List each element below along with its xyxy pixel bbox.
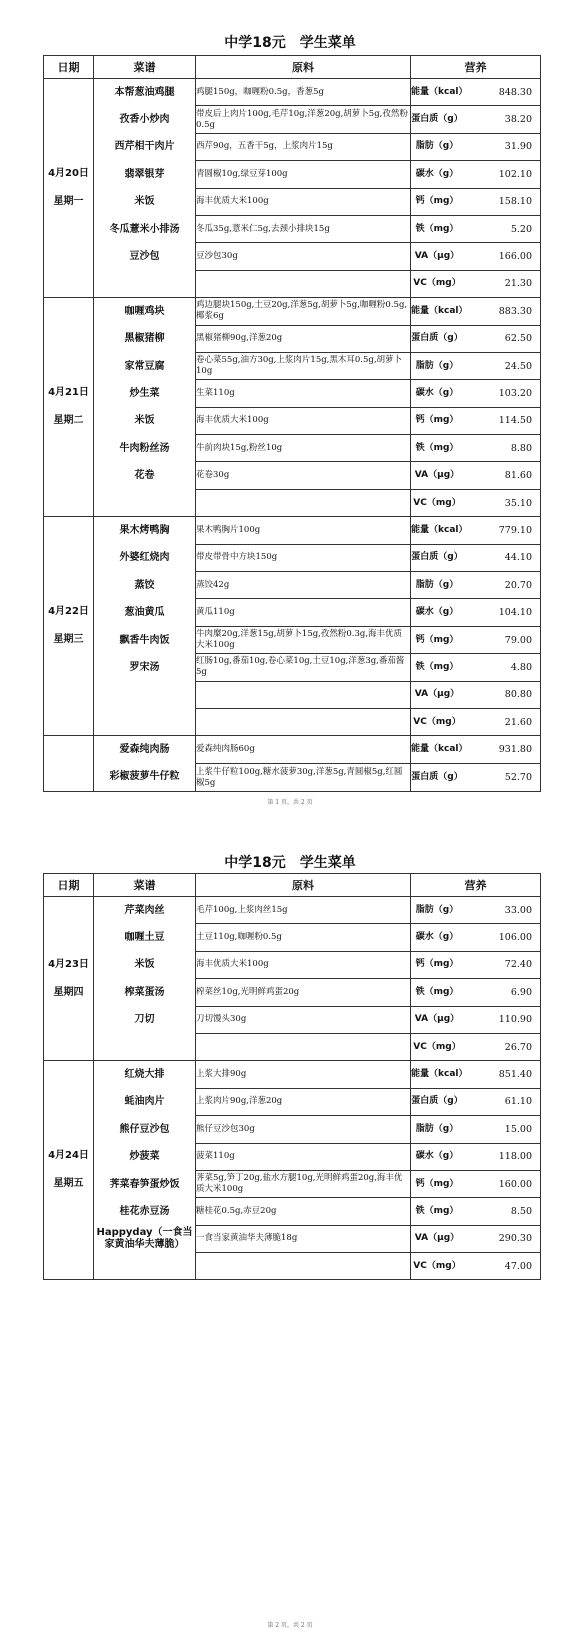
nutrition-value: 851.40 [498, 1069, 532, 1081]
nutrition-cell [411, 133, 541, 160]
nutrition-value: 8.50 [510, 1205, 532, 1217]
dish-name: 芹菜肉丝 [124, 904, 165, 916]
nutrition-label: 碳水（g） [415, 607, 459, 618]
nutrition-label: 蛋白质（g） [411, 114, 463, 125]
nutrition-item [411, 353, 540, 379]
nutrition-item [411, 1226, 540, 1252]
ingredient-cell: 土豆110g,咖喱粉0.5g [196, 924, 411, 951]
nutrition-item [411, 1144, 540, 1170]
nutrition-label: 钙（mg） [415, 196, 459, 207]
nutrition-label: 碳水（g） [415, 1151, 459, 1162]
nutrition-cell [411, 544, 541, 571]
header-nutrition: 营养 [411, 56, 541, 79]
page-footer: 第 2 页，共 2 页 [267, 1622, 313, 1629]
ingredient-cell: 鸡腿150g，咖喱粉0.5g，香葱5g [196, 79, 411, 106]
nutrition-value: 61.10 [504, 1096, 532, 1108]
dish-list [94, 897, 196, 1061]
nutrition-item [411, 189, 540, 215]
nutrition-label: 钙（mg） [415, 1178, 459, 1189]
nutrition-cell [411, 161, 541, 188]
menu-page-1 [0, 0, 580, 806]
nutrition-label: 钙（mg） [415, 634, 459, 645]
nutrition-value: 38.20 [504, 114, 532, 126]
header-ingredients: 原料 [196, 56, 411, 79]
nutrition-value: 102.10 [498, 168, 532, 180]
nutrition-label: 碳水（g） [415, 932, 459, 943]
nutrition-label: VA（μg） [414, 251, 460, 262]
nutrition-value: 290.30 [498, 1233, 532, 1245]
nutrition-label: 碳水（g） [415, 387, 459, 398]
nutrition-cell [411, 270, 541, 297]
ingredient-cell: 牛肉糜20g,洋葱15g,胡萝卜15g,孜然粉0.3g,海丰优质大米100g [196, 626, 411, 653]
nutrition-label: 钙（mg） [415, 415, 459, 426]
nutrition-label: 铁（mg） [415, 1205, 459, 1216]
table-row [44, 736, 541, 764]
nutrition-cell [411, 572, 541, 599]
ingredient-cell [196, 681, 411, 708]
day-cell [44, 79, 94, 298]
page-title: 中学18元 学生菜单 [224, 35, 356, 51]
nutrition-cell [411, 79, 541, 106]
dish-name: 牛肉粉丝汤 [119, 442, 170, 454]
nutrition-cell [411, 1061, 541, 1088]
nutrition-label: 铁（mg） [415, 223, 459, 234]
dish-name: 榨菜蛋汤 [124, 986, 165, 998]
nutrition-cell [411, 654, 541, 681]
date-label: 4月23日 [48, 958, 89, 970]
nutrition-value: 15.00 [504, 1123, 532, 1135]
dish-name: 炒生菜 [129, 387, 160, 399]
dish-name: 咖喱土豆 [124, 932, 165, 944]
nutrition-item [411, 1198, 540, 1224]
dish-name: Happyday（一食当家黄油华夫薄脆） [96, 1227, 193, 1251]
dish-list [94, 298, 196, 517]
nutrition-cell [411, 1225, 541, 1252]
dish-name: 飘香牛肉饭 [119, 634, 170, 646]
ingredient-cell: 海丰优质大米100g [196, 188, 411, 215]
nutrition-item [411, 1089, 540, 1115]
dish-name: 黑椒猪柳 [124, 333, 165, 345]
dish-name: 炒菠菜 [129, 1151, 160, 1163]
page-footer: 第 1 页，共 2 页 [267, 799, 313, 806]
dish-list [94, 79, 196, 298]
dish-name: 豆沙包 [129, 251, 160, 263]
dish-name: 荠菜春笋蛋炒饭 [109, 1178, 180, 1190]
nutrition-cell [411, 764, 541, 792]
nutrition-item [411, 326, 540, 352]
nutrition-item [411, 271, 540, 297]
dish-name: 蚝油肉片 [124, 1096, 165, 1108]
nutrition-value: 79.00 [504, 634, 532, 646]
nutrition-label: 脂肪（g） [415, 1123, 459, 1134]
ingredient-cell: 花卷30g [196, 462, 411, 489]
nutrition-label: VA（μg） [414, 1014, 460, 1025]
ingredient-cell: 上浆大排90g [196, 1061, 411, 1088]
nutrition-cell [411, 1170, 541, 1197]
nutrition-item [411, 134, 540, 160]
nutrition-item [411, 979, 540, 1005]
menu-table [43, 55, 541, 792]
nutrition-label: 脂肪（g） [415, 141, 459, 152]
nutrition-cell [411, 1143, 541, 1170]
nutrition-value: 779.10 [498, 524, 532, 536]
nutrition-value: 26.70 [504, 1041, 532, 1053]
dish-list [94, 1061, 196, 1280]
nutrition-item [411, 79, 540, 105]
nutrition-item [411, 463, 540, 489]
dish-name: 冬瓜薏米小排汤 [109, 223, 180, 235]
nutrition-item [411, 709, 540, 735]
ingredient-cell: 西芹90g，五香干5g，上浆肉片15g [196, 133, 411, 160]
ingredient-cell [196, 1033, 411, 1060]
dish-name: 咖喱鸡块 [124, 305, 165, 317]
nutrition-value: 114.50 [498, 415, 532, 427]
ingredient-cell: 蒸饺42g [196, 572, 411, 599]
ingredient-cell: 刀切馒头30g [196, 1006, 411, 1033]
nutrition-item [411, 765, 540, 791]
date-label: 4月20日 [48, 168, 89, 180]
table-row [44, 517, 541, 544]
day-cell [44, 517, 94, 736]
nutrition-value: 160.00 [498, 1178, 532, 1190]
nutrition-label: 蛋白质（g） [411, 1096, 463, 1107]
ingredient-cell [196, 270, 411, 297]
nutrition-label: 铁（mg） [415, 986, 459, 997]
dish-name: 爱森纯肉肠 [119, 744, 170, 756]
ingredient-cell: 豆沙包30g [196, 243, 411, 270]
ingredient-cell: 冬瓜35g,薏米仁5g,去颈小排块15g [196, 215, 411, 242]
nutrition-value: 44.10 [504, 552, 532, 564]
table-header-row [44, 874, 541, 897]
nutrition-value: 110.90 [498, 1014, 532, 1026]
table-row [44, 1061, 541, 1088]
nutrition-value: 31.90 [504, 141, 532, 153]
dish-name: 家常豆腐 [124, 360, 165, 372]
ingredient-cell [196, 1253, 411, 1280]
nutrition-label: 能量（kcal） [411, 744, 468, 755]
nutrition-label: VA（μg） [414, 470, 460, 481]
menu-page-2 [0, 835, 580, 1640]
day-cell [44, 736, 94, 792]
table-header-row [44, 56, 541, 79]
date-label: 4月22日 [48, 606, 89, 618]
dish-list [94, 517, 196, 736]
ingredient-cell: 上浆牛仔粒100g,糖水菠萝30g,洋葱5g,青圆椒5g,红圆椒5g [196, 764, 411, 792]
date-label: 4月21日 [48, 387, 89, 399]
nutrition-value: 20.70 [504, 579, 532, 591]
nutrition-item [411, 897, 540, 923]
ingredient-cell: 青圆椒10g,绿豆芽100g [196, 161, 411, 188]
nutrition-label: VA（μg） [414, 689, 460, 700]
nutrition-value: 8.80 [510, 442, 532, 454]
weekday-label: 星期一 [53, 196, 84, 208]
nutrition-cell [411, 736, 541, 764]
dish-name: 花卷 [134, 470, 155, 482]
nutrition-value: 35.10 [504, 497, 532, 509]
nutrition-cell [411, 325, 541, 352]
nutrition-item [411, 298, 540, 324]
nutrition-cell [411, 215, 541, 242]
ingredient-cell: 毛芹100g,上浆肉丝15g [196, 897, 411, 924]
header-nutrition: 营养 [411, 874, 541, 897]
ingredient-cell: 果木鸭胸片100g [196, 517, 411, 544]
nutrition-label: 脂肪（g） [415, 904, 459, 915]
nutrition-label: VC（mg） [413, 1260, 461, 1271]
nutrition-item [411, 1034, 540, 1060]
nutrition-label: 铁（mg） [415, 661, 459, 672]
dish-name: 彩椒菠萝牛仔粒 [109, 771, 180, 783]
dish-name: 本帮葱油鸡腿 [114, 86, 175, 98]
ingredient-cell: 卷心菜55g,油方30g,上浆肉片15g,黑木耳0.5g,胡萝卜10g [196, 352, 411, 379]
nutrition-item [411, 1062, 540, 1088]
dish-name: 葱油黄瓜 [124, 607, 165, 619]
ingredient-cell: 菠菜110g [196, 1143, 411, 1170]
nutrition-cell [411, 106, 541, 133]
ingredient-cell: 一食当家黄油华夫薄脆18g [196, 1225, 411, 1252]
nutrition-cell [411, 462, 541, 489]
dish-name: 西芹相干肉片 [114, 141, 175, 153]
nutrition-value: 47.00 [504, 1260, 532, 1272]
nutrition-item [411, 545, 540, 571]
header-date: 日期 [44, 874, 94, 897]
table-row [44, 298, 541, 325]
nutrition-cell [411, 979, 541, 1006]
nutrition-cell [411, 626, 541, 653]
nutrition-cell [411, 599, 541, 626]
dish-name: 果木烤鸭胸 [119, 524, 170, 536]
nutrition-cell [411, 951, 541, 978]
nutrition-cell [411, 243, 541, 270]
nutrition-label: 能量（kcal） [411, 524, 468, 535]
nutrition-label: 铁（mg） [415, 442, 459, 453]
ingredient-cell: 黑椒猪柳90g,洋葱20g [196, 325, 411, 352]
dish-name: 桂花赤豆汤 [119, 1205, 170, 1217]
nutrition-value: 4.80 [510, 661, 532, 673]
nutrition-item [411, 737, 540, 763]
nutrition-item [411, 925, 540, 951]
nutrition-cell [411, 924, 541, 951]
dish-name: 罗宋汤 [129, 661, 160, 673]
nutrition-item [411, 627, 540, 653]
nutrition-item [411, 1007, 540, 1033]
nutrition-value: 6.90 [510, 986, 532, 998]
nutrition-item [411, 1171, 540, 1197]
dish-list [94, 736, 196, 792]
nutrition-value: 104.10 [498, 607, 532, 619]
nutrition-label: 碳水（g） [415, 168, 459, 179]
nutrition-cell [411, 1198, 541, 1225]
nutrition-label: 蛋白质（g） [411, 552, 463, 563]
ingredient-cell: 海丰优质大米100g [196, 407, 411, 434]
nutrition-item [411, 600, 540, 626]
nutrition-value: 21.30 [504, 278, 532, 290]
ingredient-cell: 生菜110g [196, 380, 411, 407]
nutrition-value: 883.30 [498, 305, 532, 317]
nutrition-value: 166.00 [498, 251, 532, 263]
nutrition-item [411, 380, 540, 406]
nutrition-cell [411, 1033, 541, 1060]
nutrition-value: 118.00 [498, 1151, 532, 1163]
nutrition-label: VC（mg） [413, 278, 461, 289]
dish-name: 米饭 [134, 415, 155, 427]
weekday-label: 星期三 [53, 634, 84, 646]
nutrition-cell [411, 897, 541, 924]
nutrition-value: 106.00 [498, 932, 532, 944]
day-cell [44, 1061, 94, 1280]
nutrition-item [411, 244, 540, 270]
nutrition-cell [411, 352, 541, 379]
nutrition-item [411, 107, 540, 133]
nutrition-value: 62.50 [504, 333, 532, 345]
nutrition-item [411, 682, 540, 708]
date-label: 4月24日 [48, 1150, 89, 1162]
nutrition-item [411, 952, 540, 978]
ingredient-cell: 带皮后上肉片100g,毛芹10g,洋葱20g,胡萝卜5g,孜然粉0.5g [196, 106, 411, 133]
weekday-label: 星期二 [53, 415, 84, 427]
nutrition-item [411, 161, 540, 187]
nutrition-value: 72.40 [504, 959, 532, 971]
nutrition-cell [411, 1116, 541, 1143]
ingredient-cell: 糖桂花0.5g,赤豆20g [196, 1198, 411, 1225]
nutrition-value: 103.20 [498, 387, 532, 399]
nutrition-item [411, 1116, 540, 1142]
nutrition-item [411, 517, 540, 543]
ingredient-cell: 荠菜5g,笋丁20g,盐水方腿10g,光明鲜鸡蛋20g,海丰优质大米100g [196, 1170, 411, 1197]
nutrition-label: 蛋白质（g） [411, 772, 463, 783]
nutrition-label: 脂肪（g） [415, 360, 459, 371]
nutrition-value: 931.80 [498, 744, 532, 756]
nutrition-cell [411, 298, 541, 325]
dish-name: 蒸饺 [134, 579, 155, 591]
header-dish: 菜谱 [94, 874, 196, 897]
weekday-label: 星期五 [53, 1178, 84, 1190]
dish-name: 熊仔豆沙包 [119, 1123, 170, 1135]
ingredient-cell: 上浆肉片90g,洋葱20g [196, 1088, 411, 1115]
table-row [44, 79, 541, 106]
header-ingredients: 原料 [196, 874, 411, 897]
dish-name: 米饭 [134, 959, 155, 971]
day-cell [44, 298, 94, 517]
nutrition-item [411, 490, 540, 516]
ingredient-cell: 带皮带骨中方块150g [196, 544, 411, 571]
dish-name: 米饭 [134, 196, 155, 208]
nutrition-cell [411, 1253, 541, 1280]
nutrition-label: VC（mg） [413, 1041, 461, 1052]
nutrition-label: 钙（mg） [415, 959, 459, 970]
nutrition-cell [411, 1088, 541, 1115]
ingredient-cell: 榨菜丝10g,光明鲜鸡蛋20g [196, 979, 411, 1006]
ingredient-cell: 鸡边腿块150g,土豆20g,洋葱5g,胡萝卜5g,咖喱粉0.5g,椰浆6g [196, 298, 411, 325]
nutrition-label: 能量（kcal） [411, 305, 468, 316]
nutrition-item [411, 572, 540, 598]
nutrition-value: 81.60 [504, 470, 532, 482]
ingredient-cell [196, 489, 411, 516]
nutrition-cell [411, 1006, 541, 1033]
nutrition-item [411, 216, 540, 242]
ingredient-cell: 红肠10g,番茄10g,卷心菜10g,土豆10g,洋葱3g,番茄酱5g [196, 654, 411, 681]
nutrition-label: VC（mg） [413, 497, 461, 508]
nutrition-item [411, 1253, 540, 1279]
ingredient-cell: 牛前肉块15g,粉丝10g [196, 435, 411, 462]
nutrition-value: 80.80 [504, 689, 532, 701]
nutrition-value: 5.20 [510, 223, 532, 235]
day-cell [44, 897, 94, 1061]
ingredient-cell: 黄瓜110g [196, 599, 411, 626]
nutrition-label: 能量（kcal） [411, 86, 468, 97]
dish-name: 孜香小炒肉 [119, 114, 170, 126]
nutrition-cell [411, 380, 541, 407]
nutrition-cell [411, 681, 541, 708]
nutrition-label: 脂肪（g） [415, 579, 459, 590]
ingredient-cell: 熊仔豆沙包30g [196, 1116, 411, 1143]
nutrition-cell [411, 489, 541, 516]
ingredient-cell [196, 708, 411, 735]
menu-table [43, 873, 541, 1280]
ingredient-cell: 爱森纯肉肠60g [196, 736, 411, 764]
header-date: 日期 [44, 56, 94, 79]
nutrition-cell [411, 517, 541, 544]
nutrition-label: VA（μg） [414, 1233, 460, 1244]
nutrition-value: 33.00 [504, 904, 532, 916]
nutrition-item [411, 408, 540, 434]
nutrition-value: 21.60 [504, 716, 532, 728]
nutrition-label: VC（mg） [413, 716, 461, 727]
table-row [44, 897, 541, 924]
dish-name: 红烧大排 [124, 1069, 165, 1081]
ingredient-cell: 海丰优质大米100g [196, 951, 411, 978]
dish-name: 外婆红烧肉 [119, 552, 170, 564]
nutrition-cell [411, 708, 541, 735]
header-dish: 菜谱 [94, 56, 196, 79]
nutrition-label: 能量（kcal） [411, 1069, 468, 1080]
dish-name: 刀切 [134, 1014, 155, 1026]
page-title: 中学18元 学生菜单 [224, 855, 356, 871]
dish-name: 翡翠银芽 [124, 168, 165, 180]
nutrition-value: 24.50 [504, 360, 532, 372]
nutrition-value: 848.30 [498, 86, 532, 98]
nutrition-value: 52.70 [504, 772, 532, 784]
nutrition-item [411, 654, 540, 680]
nutrition-cell [411, 407, 541, 434]
nutrition-cell [411, 435, 541, 462]
nutrition-label: 蛋白质（g） [411, 333, 463, 344]
weekday-label: 星期四 [53, 986, 84, 998]
nutrition-item [411, 435, 540, 461]
nutrition-value: 158.10 [498, 196, 532, 208]
nutrition-cell [411, 188, 541, 215]
